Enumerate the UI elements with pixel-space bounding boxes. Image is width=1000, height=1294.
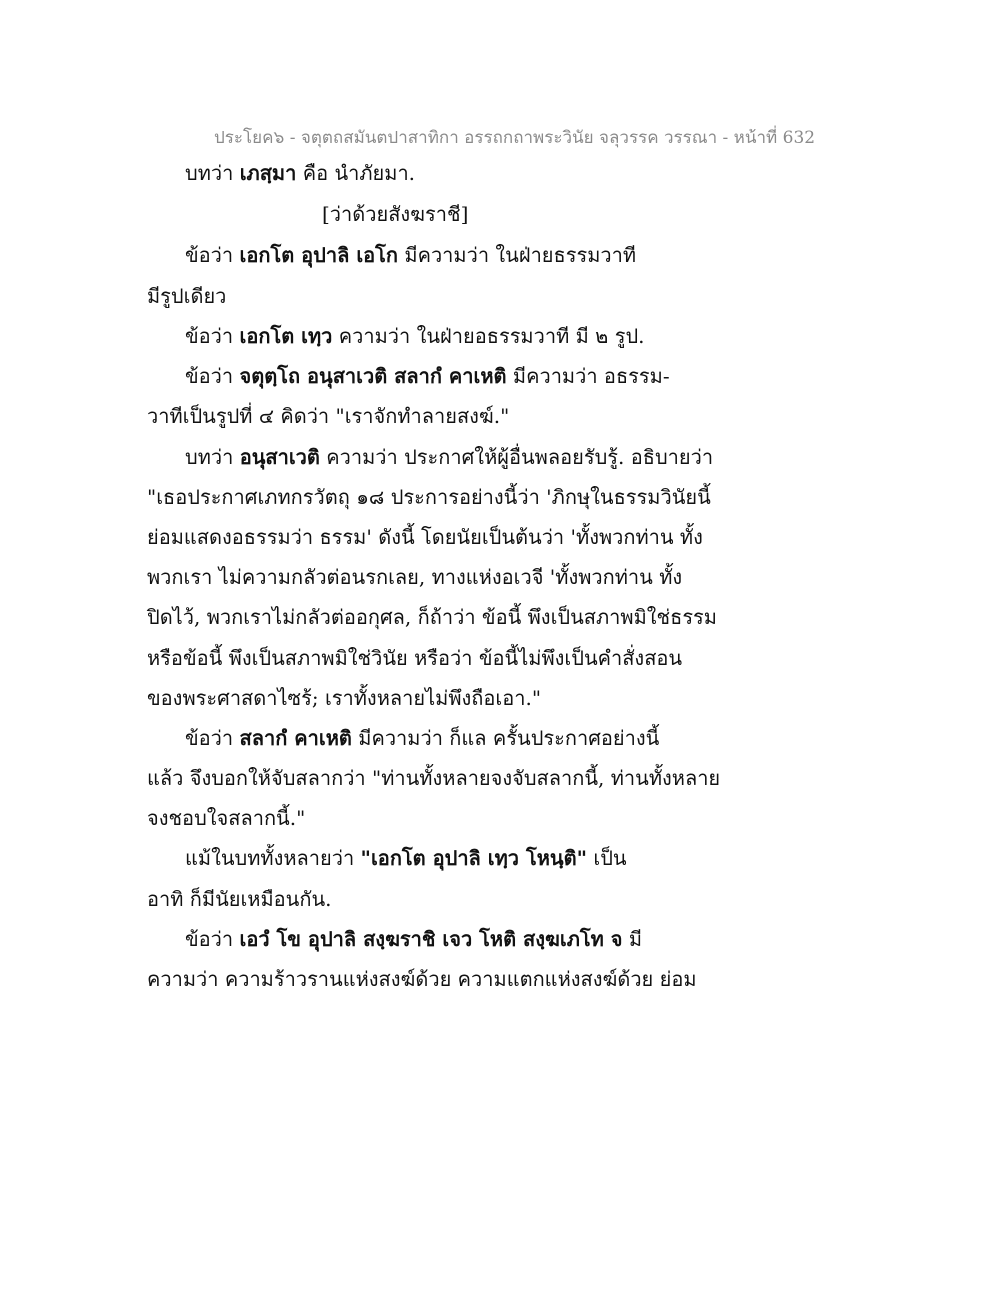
text-line: ข้อว่า เอกโต เทฺว ความว่า ในฝ่ายอธรรมวาที มี ๒ รูป.: [185, 324, 645, 348]
text-line: บทว่า เภสฺมา คือ นำภัยมา.: [185, 161, 416, 185]
text-line: พวกเรา ไม่ความกลัวต่อนรกเลย, ทางแห่งอเวจี 'ทั้งพวกท่าน ทั้ง: [147, 565, 683, 589]
text-line: ข้อว่า เอวํ โข อุปาลิ สงฺฆราชิ เจว โหติ สงฺฆเภโท จ มี: [185, 927, 643, 951]
text-line: แล้ว จึงบอกให้จับสลากว่า "ท่านทั้งหลายจงจับสลากนี้, ท่านทั้งหลาย: [147, 766, 721, 790]
text-line: ข้อว่า เอกโต อุปาลิ เอโก มีความว่า ในฝ่ายธรรมวาที: [185, 243, 637, 267]
text-line: ของพระศาสดาไซร้; เราทั้งหลายไม่พึงถือเอา.": [147, 686, 542, 710]
section-heading: [ว่าด้วยสังฆราชี]: [322, 202, 469, 226]
text-line: แม้ในบททั้งหลายว่า "เอกโต อุปาลิ เทฺว โหนฺติ" เป็น: [185, 846, 627, 870]
text-line: ย่อมแสดงอธรรมว่า ธรรม' ดังนี้ โดยนัยเป็นต้นว่า 'ทั้งพวกท่าน ทั้ง: [147, 525, 703, 549]
text-line: วาทีเป็นรูปที่ ๔ คิดว่า "เราจักทำลายสงฆ์.": [147, 404, 510, 428]
text-line: หรือข้อนี้ พึงเป็นสภาพมิใช่วินัย หรือว่า ข้อนี้ไม่พึงเป็นคำสั่งสอน: [147, 646, 683, 670]
text-line: บทว่า อนุสาเวติ ความว่า ประกาศให้ผู้อื่นพลอยรับรู้. อธิบายว่า: [185, 445, 714, 469]
text-line: อาทิ ก็มีนัยเหมือนกัน.: [147, 887, 332, 911]
text-line: ปิดไว้, พวกเราไม่กลัวต่ออกุศล, ก็ถ้าว่า ข้อนี้ พึงเป็นสภาพมิใช่ธรรม: [147, 605, 717, 629]
page-header: ประโยค๖ - จตุตถสมันตปาสาทิกา อรรถกถาพระวินัย จลุวรรค วรรณา - หน้าที่ 632: [214, 128, 816, 148]
text-line: ข้อว่า สลากํ คาเหติ มีความว่า ก็แล ครั้นประกาศอย่างนี้: [185, 726, 660, 750]
text-line: จงชอบใจสลากนี้.": [147, 806, 306, 830]
text-line: มีรูปเดียว: [147, 284, 227, 308]
text-line: ข้อว่า จตุตฺโถ อนุสาเวติ สลากํ คาเหติ มีความว่า อธรรม-: [185, 364, 670, 388]
text-line: "เธอประกาศเภทกรวัตถุ ๑๘ ประการอย่างนี้ว่า 'ภิกษุในธรรมวินัยนี้: [147, 485, 711, 509]
text-line: ความว่า ความร้าวรานแห่งสงฆ์ด้วย ความแตกแห่งสงฆ์ด้วย ย่อม: [147, 967, 697, 991]
